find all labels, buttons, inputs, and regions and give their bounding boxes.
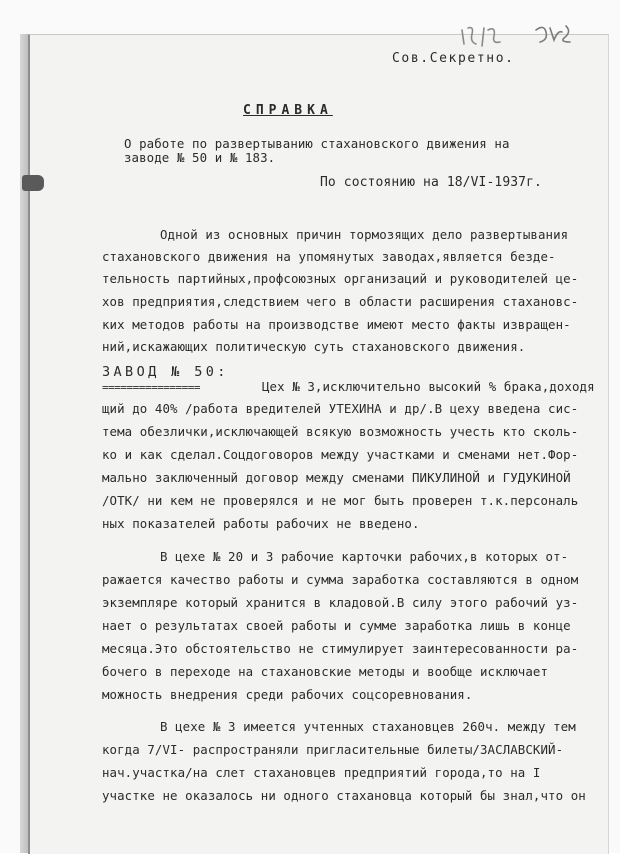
paragraph-4-line: В цехе № 3 имеется учтенных стахановцев 260ч. между тем (160, 719, 576, 734)
paragraph-1-line: ний,искажающих политическую суть стахановского движения. (102, 339, 526, 354)
paragraph-4-line: участке не оказалось ни одного стахановца который бы знал,что он (102, 788, 586, 803)
classification-stamp: Сов.Секретно. (392, 51, 515, 66)
paragraph-1-line: тельность партийных,профсоюзных организаций и руководителей це- (102, 271, 579, 286)
binder-clip-mark (22, 175, 44, 191)
paragraph-2-line: /ОТК/ ни кем не проверялся и не мог быть проверен т.к.персональ (102, 493, 579, 508)
status-date: По состоянию на 18/VI-1937г. (320, 175, 542, 190)
paragraph-3-line: ражается качество работы и сумма заработка составляются в одном (102, 572, 579, 587)
paragraph-1-line: Одной из основных причин тормозящих дело развертывания (160, 227, 569, 242)
document-title: СПРАВКА (243, 103, 333, 118)
paragraph-2-line: мально заключенный договор между сменами ПИКУЛИНОЙ и ГУДУКИНОЙ (102, 470, 571, 485)
subject-line-2: заводе № 50 и № 183. (124, 150, 276, 165)
paragraph-3-line: бочего в переходе на стахановские методы и вообще исключает (102, 664, 549, 679)
paragraph-3-line: можность внедрения среди рабочих соцсоревнования. (102, 687, 473, 702)
paragraph-1-line: стахановского движения на упомянутых заводах,является безде- (102, 249, 556, 264)
paragraph-4-line: нач.участка/на слет стахановцев предприятий города,то на I (102, 765, 541, 780)
paragraph-1-line: хов предприятия,следствием чего в области расширения стахановс- (102, 294, 579, 309)
section-first-line: Цех № 3,исключительно высокий % брака,доходя (262, 379, 595, 394)
paragraph-4-line: когда 7/VI- распространяли пригласительные билеты/ЗАСЛАВСКИЙ- (102, 742, 564, 757)
paragraph-1-line: ких методов работы на производстве имеют место факты извращен- (102, 317, 571, 332)
paragraph-3-line: В цехе № 20 и 3 рабочие карточки рабочих,в которых от- (160, 549, 569, 564)
paragraph-2-line: тема обезлички,исключающей всякую возможность учесть кто сколь- (102, 424, 579, 439)
paragraph-2-line: ко и как сделал.Соцдоговоров между участками и сменами нет.Фор- (102, 447, 579, 462)
paragraph-2-line: щий до 40% /работа вредителей УТЕХИНА и др/.В цеху введена сис- (102, 401, 579, 416)
paragraph-3-line: нает о результатах своей работы и сумме заработка лишь в конце (102, 618, 571, 633)
section-heading-underline: ================ (102, 381, 200, 394)
subject-line-1: О работе по развертыванию стахановского движения на (124, 136, 510, 151)
paragraph-2-line: ных показателей работы рабочих не введено. (102, 516, 420, 531)
paragraph-3-line: экземпляре который хранится в кладовой.В силу этого рабочий уз- (102, 595, 579, 610)
section-heading: ЗАВОД № 50: (102, 364, 229, 380)
paragraph-3-line: месяца.Это обстоятельство не стимулирует заинтересованности ра- (102, 641, 579, 656)
